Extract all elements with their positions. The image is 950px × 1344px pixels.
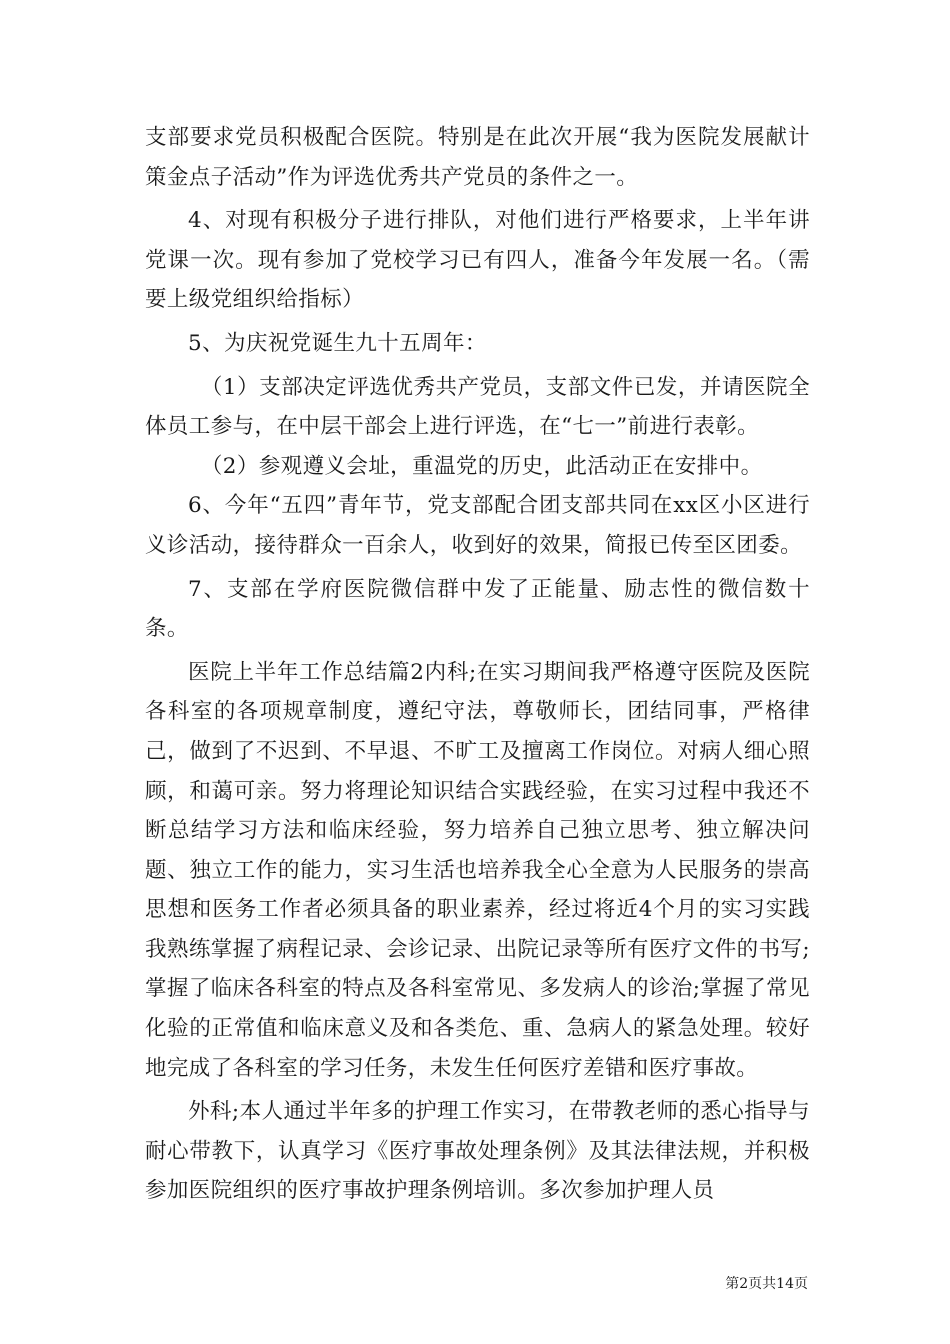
page-number: 第2页共14页 xyxy=(725,1276,808,1292)
paragraph-surgery: 外科;本人通过半年多的护理工作实习，在带教老师的悉心指导与耐心带教下，认真学习《医疗事故处理条例》及其法律法规，并积极参加医院组织的医疗事故护理条例培训。多次参加护理人员 xyxy=(145,1099,810,1204)
paragraph-item-6: 6、今年“五四”青年节，党支部配合团支部共同在xx区小区进行义诊活动，接待群众一百余人，收到好的效果，简报已传至区团委。 xyxy=(145,493,810,558)
paragraph-item-7: 7、支部在学府医院微信群中发了正能量、励志性的微信数十条。 xyxy=(145,576,810,642)
paragraph-internal-medicine: 医院上半年工作总结篇2内科;在实习期间我严格遵守医院及医院各科室的各项规章制度，遵纪守法，尊敬师长，团结同事，严格律己，做到了不迟到、不早退、不旷工及擅离工作岗位。对病人细心照顾，和蔼可亲。努力将理论知识结合实践经验，在实习过程中我还不断总结学习方法和临床经验，努力培养自己独立思考、独立解决问题、独立工作的能力，实习生活也培养我全心全意为人民服务的崇高思想和医务工作者必须具备的职业素养，经过将近4个月的实习实践我熟练掌握了病程记录、会诊记录、出院记录等所有医疗文件的书写;掌握了临床各科室的特点及各科室常见、多发病人的诊治;掌握了常见化验的正常值和临床意义及和各类危、重、急病人的紧急处理。较好地完成了各科室的学习任务，未发生任何医疗差错和医疗事故。 xyxy=(145,659,810,1081)
paragraph-party-support: 支部要求党员积极配合医院。特别是在此次开展“我为医院发展献计策金点子活动”作为评选优秀共产党员的条件之一。 xyxy=(145,125,810,190)
paragraph-item-4: 4、对现有积极分子进行排队，对他们进行严格要求，上半年讲党课一次。现有参加了党校学习已有四人，准备今年发展一名。（需要上级党组织给指标） xyxy=(145,208,810,313)
paragraph-item-5: 5、为庆祝党诞生九十五周年： xyxy=(188,330,487,356)
document-body xyxy=(145,118,810,1211)
paragraph-item-5-2: （2）参观遵义会址，重温党的历史，此活动正在安排中。 xyxy=(200,453,763,479)
paragraph-item-5-1: （1）支部决定评选优秀共产党员，支部文件已发，并请医院全体员工参与，在中层干部会上进行评选，在“七一”前进行表彰。 xyxy=(145,374,810,440)
